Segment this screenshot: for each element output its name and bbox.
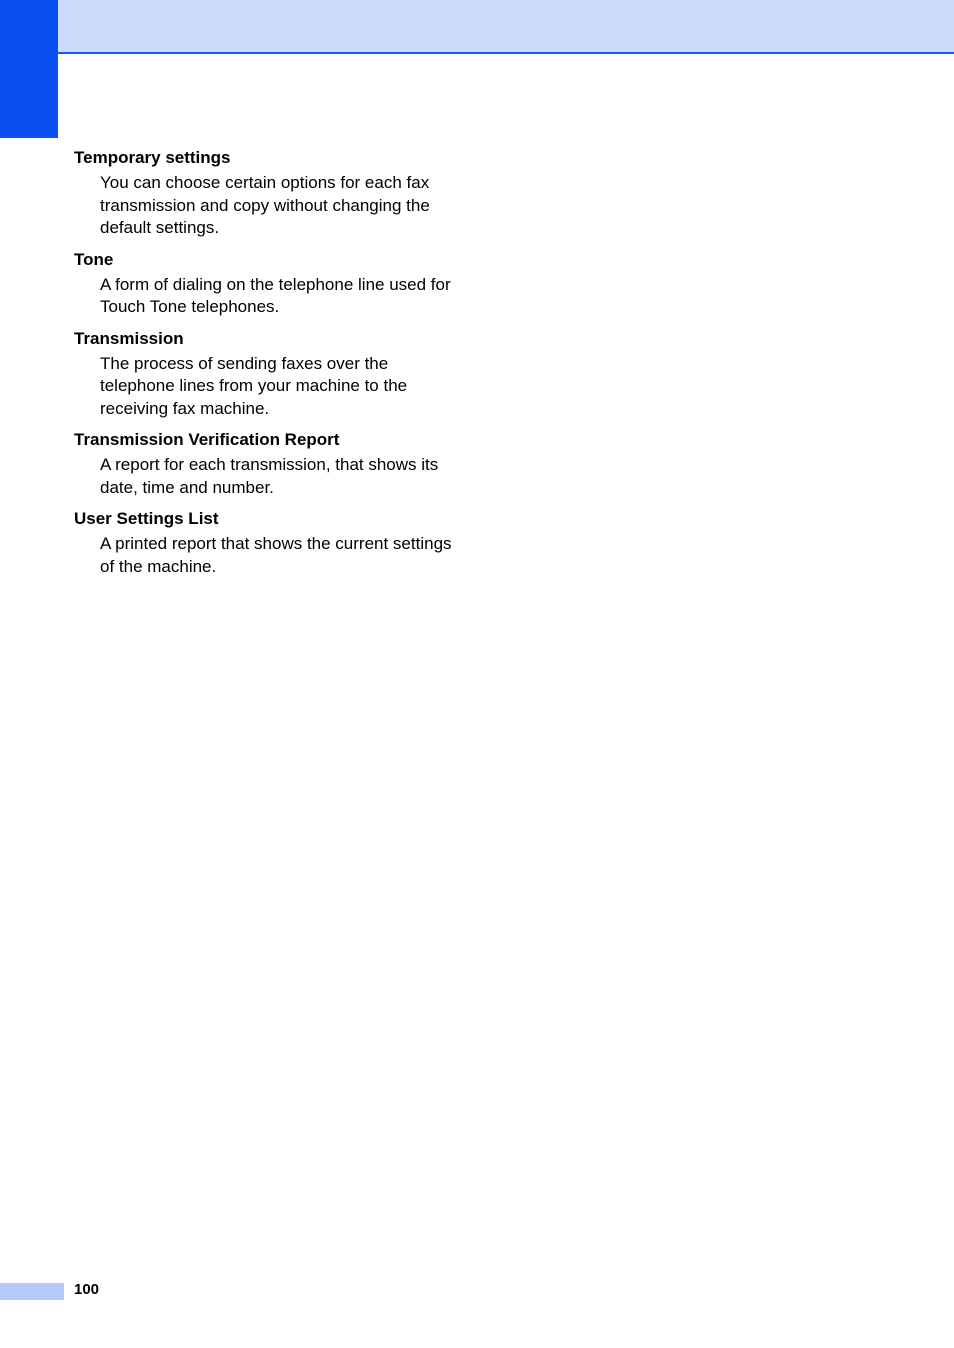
glossary-list (74, 147, 454, 587)
glossary-term: User Settings List (74, 509, 219, 528)
glossary-term: Transmission Verification Report (74, 430, 340, 449)
glossary-term: Transmission (74, 328, 184, 348)
glossary-entry (74, 147, 454, 240)
glossary-definition: The process of sending faxes over the telephone lines from your machine to the receiving fax machine. (100, 353, 408, 418)
glossary-entry (74, 429, 454, 499)
chapter-side-tab (0, 0, 58, 138)
glossary-entry (74, 249, 454, 319)
glossary-definition: A report for each transmission, that shows its date, time and number. (100, 455, 439, 497)
glossary-term: Tone (74, 249, 114, 269)
glossary-definition: A printed report that shows the current settings of the machine. (100, 534, 452, 576)
glossary-term: Temporary settings (74, 148, 231, 167)
header-band (58, 0, 954, 54)
glossary-definition: A form of dialing on the telephone line used for Touch Tone telephones. (100, 274, 451, 316)
footer-bar (0, 1283, 64, 1300)
glossary-entry (74, 508, 454, 578)
glossary-definition: You can choose certain options for each fax transmission and copy without changing the default settings. (100, 173, 430, 237)
glossary-entry (74, 328, 454, 421)
page-number: 100 (74, 1281, 100, 1298)
